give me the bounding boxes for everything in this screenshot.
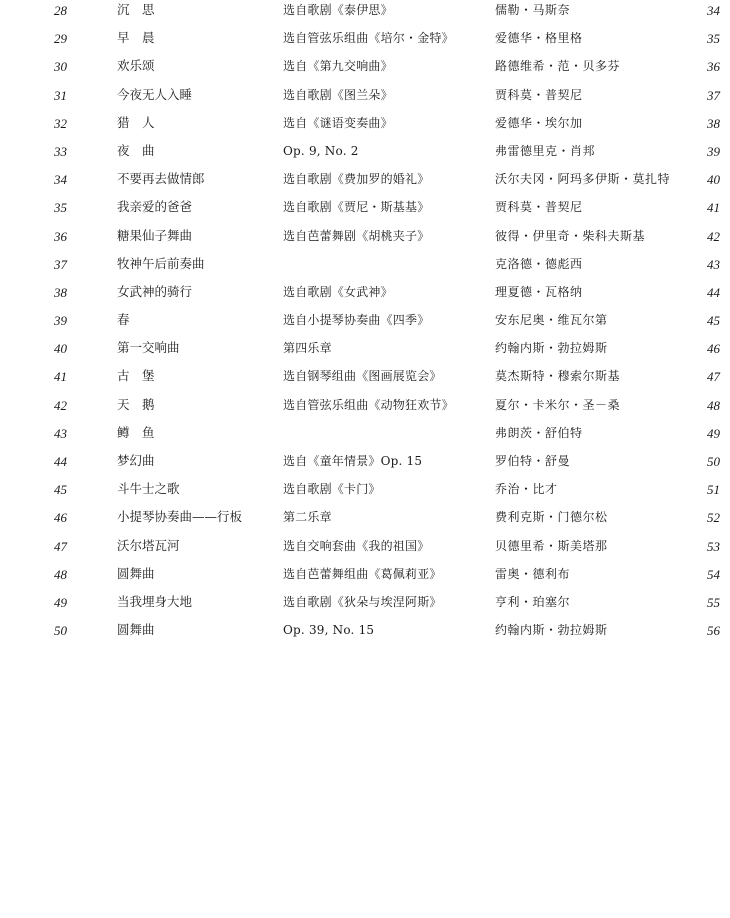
- composer-name: 贾科莫・普契尼: [495, 200, 583, 215]
- piece-source: 选自芭蕾舞剧《胡桃夹子》: [283, 228, 430, 243]
- page-number: 51: [707, 482, 720, 498]
- piece-title: 牧神午后前奏曲: [117, 255, 205, 271]
- entry-number: 42: [54, 397, 67, 413]
- piece-source: Op. 39, No. 15: [283, 623, 375, 638]
- entry-number: 29: [54, 31, 67, 47]
- page-number: 55: [707, 594, 720, 610]
- composer-name: 罗伯特・舒曼: [495, 454, 571, 468]
- toc-row: [0, 254, 730, 282]
- page-number: 34: [707, 3, 720, 18]
- page-number: 38: [707, 115, 720, 131]
- composer-name: 彼得・伊里奇・柴科夫斯基: [495, 228, 646, 243]
- page-number: 49: [707, 425, 720, 441]
- toc-row: [0, 507, 730, 535]
- toc-row: [0, 141, 730, 169]
- entry-number: 41: [54, 369, 67, 385]
- entry-number: 30: [54, 59, 67, 75]
- piece-source: 选自《谜语变奏曲》: [283, 115, 393, 130]
- page-number: 40: [707, 172, 720, 188]
- toc-row: [0, 113, 730, 141]
- piece-title: 糖果仙子舞曲: [117, 227, 193, 243]
- piece-title: 夜 曲: [117, 142, 155, 158]
- composer-name: 儒勒・马斯奈: [495, 3, 571, 17]
- entry-number: 34: [54, 172, 67, 188]
- toc-row: [0, 536, 730, 564]
- piece-source: 选自钢琴组曲《图画展览会》: [283, 369, 442, 384]
- entry-number: 28: [54, 3, 67, 18]
- toc-row: [0, 169, 730, 197]
- entry-number: 32: [54, 115, 67, 131]
- entry-number: 45: [54, 482, 67, 498]
- composer-name: 爱德华・格里格: [495, 31, 583, 46]
- toc-row: [0, 338, 730, 366]
- page-number: 39: [707, 143, 720, 159]
- toc-row: [0, 85, 730, 113]
- piece-source: 选自歌剧《图兰朵》: [283, 87, 393, 102]
- toc-row: [0, 366, 730, 394]
- composer-name: 费利克斯・门德尔松: [495, 510, 608, 525]
- entry-number: 47: [54, 538, 67, 554]
- page-number: 44: [707, 284, 720, 300]
- page-number: 48: [707, 397, 720, 413]
- toc-row: [0, 28, 730, 56]
- page-number: 50: [707, 454, 720, 469]
- toc-row: [0, 395, 730, 423]
- entry-number: 46: [54, 510, 67, 526]
- piece-title: 早 晨: [117, 30, 155, 46]
- toc-row: [0, 226, 730, 254]
- piece-source: Op. 9, No. 2: [283, 143, 359, 158]
- piece-title: 沉 思: [117, 2, 155, 17]
- entry-number: 31: [54, 87, 67, 103]
- toc-row: [0, 620, 730, 648]
- piece-source: 选自管弦乐组曲《培尔・金特》: [283, 31, 454, 46]
- page-number: 56: [707, 623, 720, 639]
- composer-name: 夏尔・卡米尔・圣－桑: [495, 397, 621, 412]
- piece-source: 选自歌剧《费加罗的婚礼》: [283, 172, 430, 187]
- piece-title: 小提琴协奏曲——行板: [117, 509, 243, 525]
- piece-title: 不要再去做情郎: [117, 171, 205, 187]
- composer-name: 沃尔夫冈・阿玛多伊斯・莫扎特: [495, 172, 671, 187]
- piece-source: 选自歌剧《贾尼・斯基基》: [283, 200, 430, 215]
- toc-row: [0, 197, 730, 225]
- page-number: 43: [707, 256, 720, 272]
- piece-title: 第一交响曲: [117, 340, 180, 356]
- piece-title: 当我埋身大地: [117, 593, 193, 609]
- toc-row: [0, 423, 730, 451]
- piece-source: 选自《童年情景》Op. 15: [283, 454, 423, 468]
- piece-title: 猎 人: [117, 114, 155, 130]
- composer-name: 贾科莫・普契尼: [495, 87, 583, 102]
- toc-row: [0, 310, 730, 338]
- piece-title: 今夜无人入睡: [117, 86, 193, 102]
- toc-row: [0, 479, 730, 507]
- piece-title: 斗牛士之歌: [117, 481, 180, 497]
- composer-name: 约翰内斯・勃拉姆斯: [495, 341, 608, 356]
- toc-row: [0, 282, 730, 310]
- entry-number: 50: [54, 623, 67, 639]
- piece-source: 选自交响套曲《我的祖国》: [283, 538, 430, 553]
- piece-source: 选自《第九交响曲》: [283, 59, 393, 74]
- composer-name: 克洛德・德彪西: [495, 256, 583, 271]
- entry-number: 35: [54, 200, 67, 216]
- piece-source: 选自歌剧《卡门》: [283, 482, 381, 497]
- entry-number: 33: [54, 143, 67, 159]
- piece-title: 圆舞曲: [117, 565, 155, 581]
- composer-name: 安东尼奥・维瓦尔第: [495, 313, 608, 328]
- composer-name: 雷奥・德利布: [495, 566, 571, 581]
- composer-name: 弗朗茨・舒伯特: [495, 425, 583, 440]
- page-number: 42: [707, 228, 720, 244]
- composer-name: 理夏德・瓦格纳: [495, 284, 583, 299]
- piece-source: 选自小提琴协奏曲《四季》: [283, 313, 430, 328]
- piece-source: 第二乐章: [283, 510, 332, 525]
- composer-name: 弗雷德里克・肖邦: [495, 143, 596, 158]
- page-number: 53: [707, 538, 720, 554]
- piece-title: 古 堡: [117, 368, 155, 384]
- piece-title: 梦幻曲: [117, 453, 155, 468]
- piece-title: 欢乐颂: [117, 58, 155, 74]
- composer-name: 乔治・比才: [495, 482, 558, 497]
- piece-title: 春: [117, 312, 130, 328]
- entry-number: 48: [54, 566, 67, 582]
- piece-source: 选自歌剧《女武神》: [283, 284, 393, 299]
- page-number: 35: [707, 31, 720, 47]
- piece-source: 选自歌剧《狄朵与埃涅阿斯》: [283, 594, 442, 609]
- composer-name: 爱德华・埃尔加: [495, 115, 583, 130]
- page-number: 41: [707, 200, 720, 216]
- piece-title: 我亲爱的爸爸: [117, 199, 193, 215]
- entry-number: 43: [54, 425, 67, 441]
- entry-number: 39: [54, 313, 67, 329]
- composer-name: 贝德里希・斯美塔那: [495, 538, 608, 553]
- page-number: 37: [707, 87, 720, 103]
- toc-row: [0, 451, 730, 479]
- piece-title: 沃尔塔瓦河: [117, 537, 180, 553]
- piece-title: 天 鹅: [117, 396, 155, 412]
- composer-name: 莫杰斯特・穆索尔斯基: [495, 369, 621, 384]
- page-number: 52: [707, 510, 720, 526]
- page-number: 54: [707, 566, 720, 582]
- page-number: 47: [707, 369, 720, 385]
- composer-name: 路德维希・范・贝多芬: [495, 59, 621, 74]
- entry-number: 40: [54, 341, 67, 357]
- entry-number: 37: [54, 256, 67, 272]
- entry-number: 49: [54, 594, 67, 610]
- piece-title: 圆舞曲: [117, 622, 155, 638]
- page-number: 45: [707, 313, 720, 329]
- page-number: 46: [707, 341, 720, 357]
- entry-number: 44: [54, 454, 67, 469]
- toc-row: [0, 0, 730, 28]
- page-number: 36: [707, 59, 720, 75]
- entry-number: 36: [54, 228, 67, 244]
- piece-source: 选自歌剧《泰伊思》: [283, 3, 393, 17]
- composer-name: 约翰内斯・勃拉姆斯: [495, 623, 608, 638]
- piece-source: 第四乐章: [283, 341, 332, 356]
- composer-name: 亨利・珀塞尔: [495, 594, 571, 609]
- piece-title: 鳟 鱼: [117, 424, 155, 440]
- toc-row: [0, 56, 730, 84]
- toc-row: [0, 592, 730, 620]
- entry-number: 38: [54, 284, 67, 300]
- piece-source: 选自管弦乐组曲《动物狂欢节》: [283, 397, 454, 412]
- toc-row: [0, 564, 730, 592]
- piece-source: 选自芭蕾舞组曲《葛佩莉亚》: [283, 566, 442, 581]
- piece-title: 女武神的骑行: [117, 283, 193, 299]
